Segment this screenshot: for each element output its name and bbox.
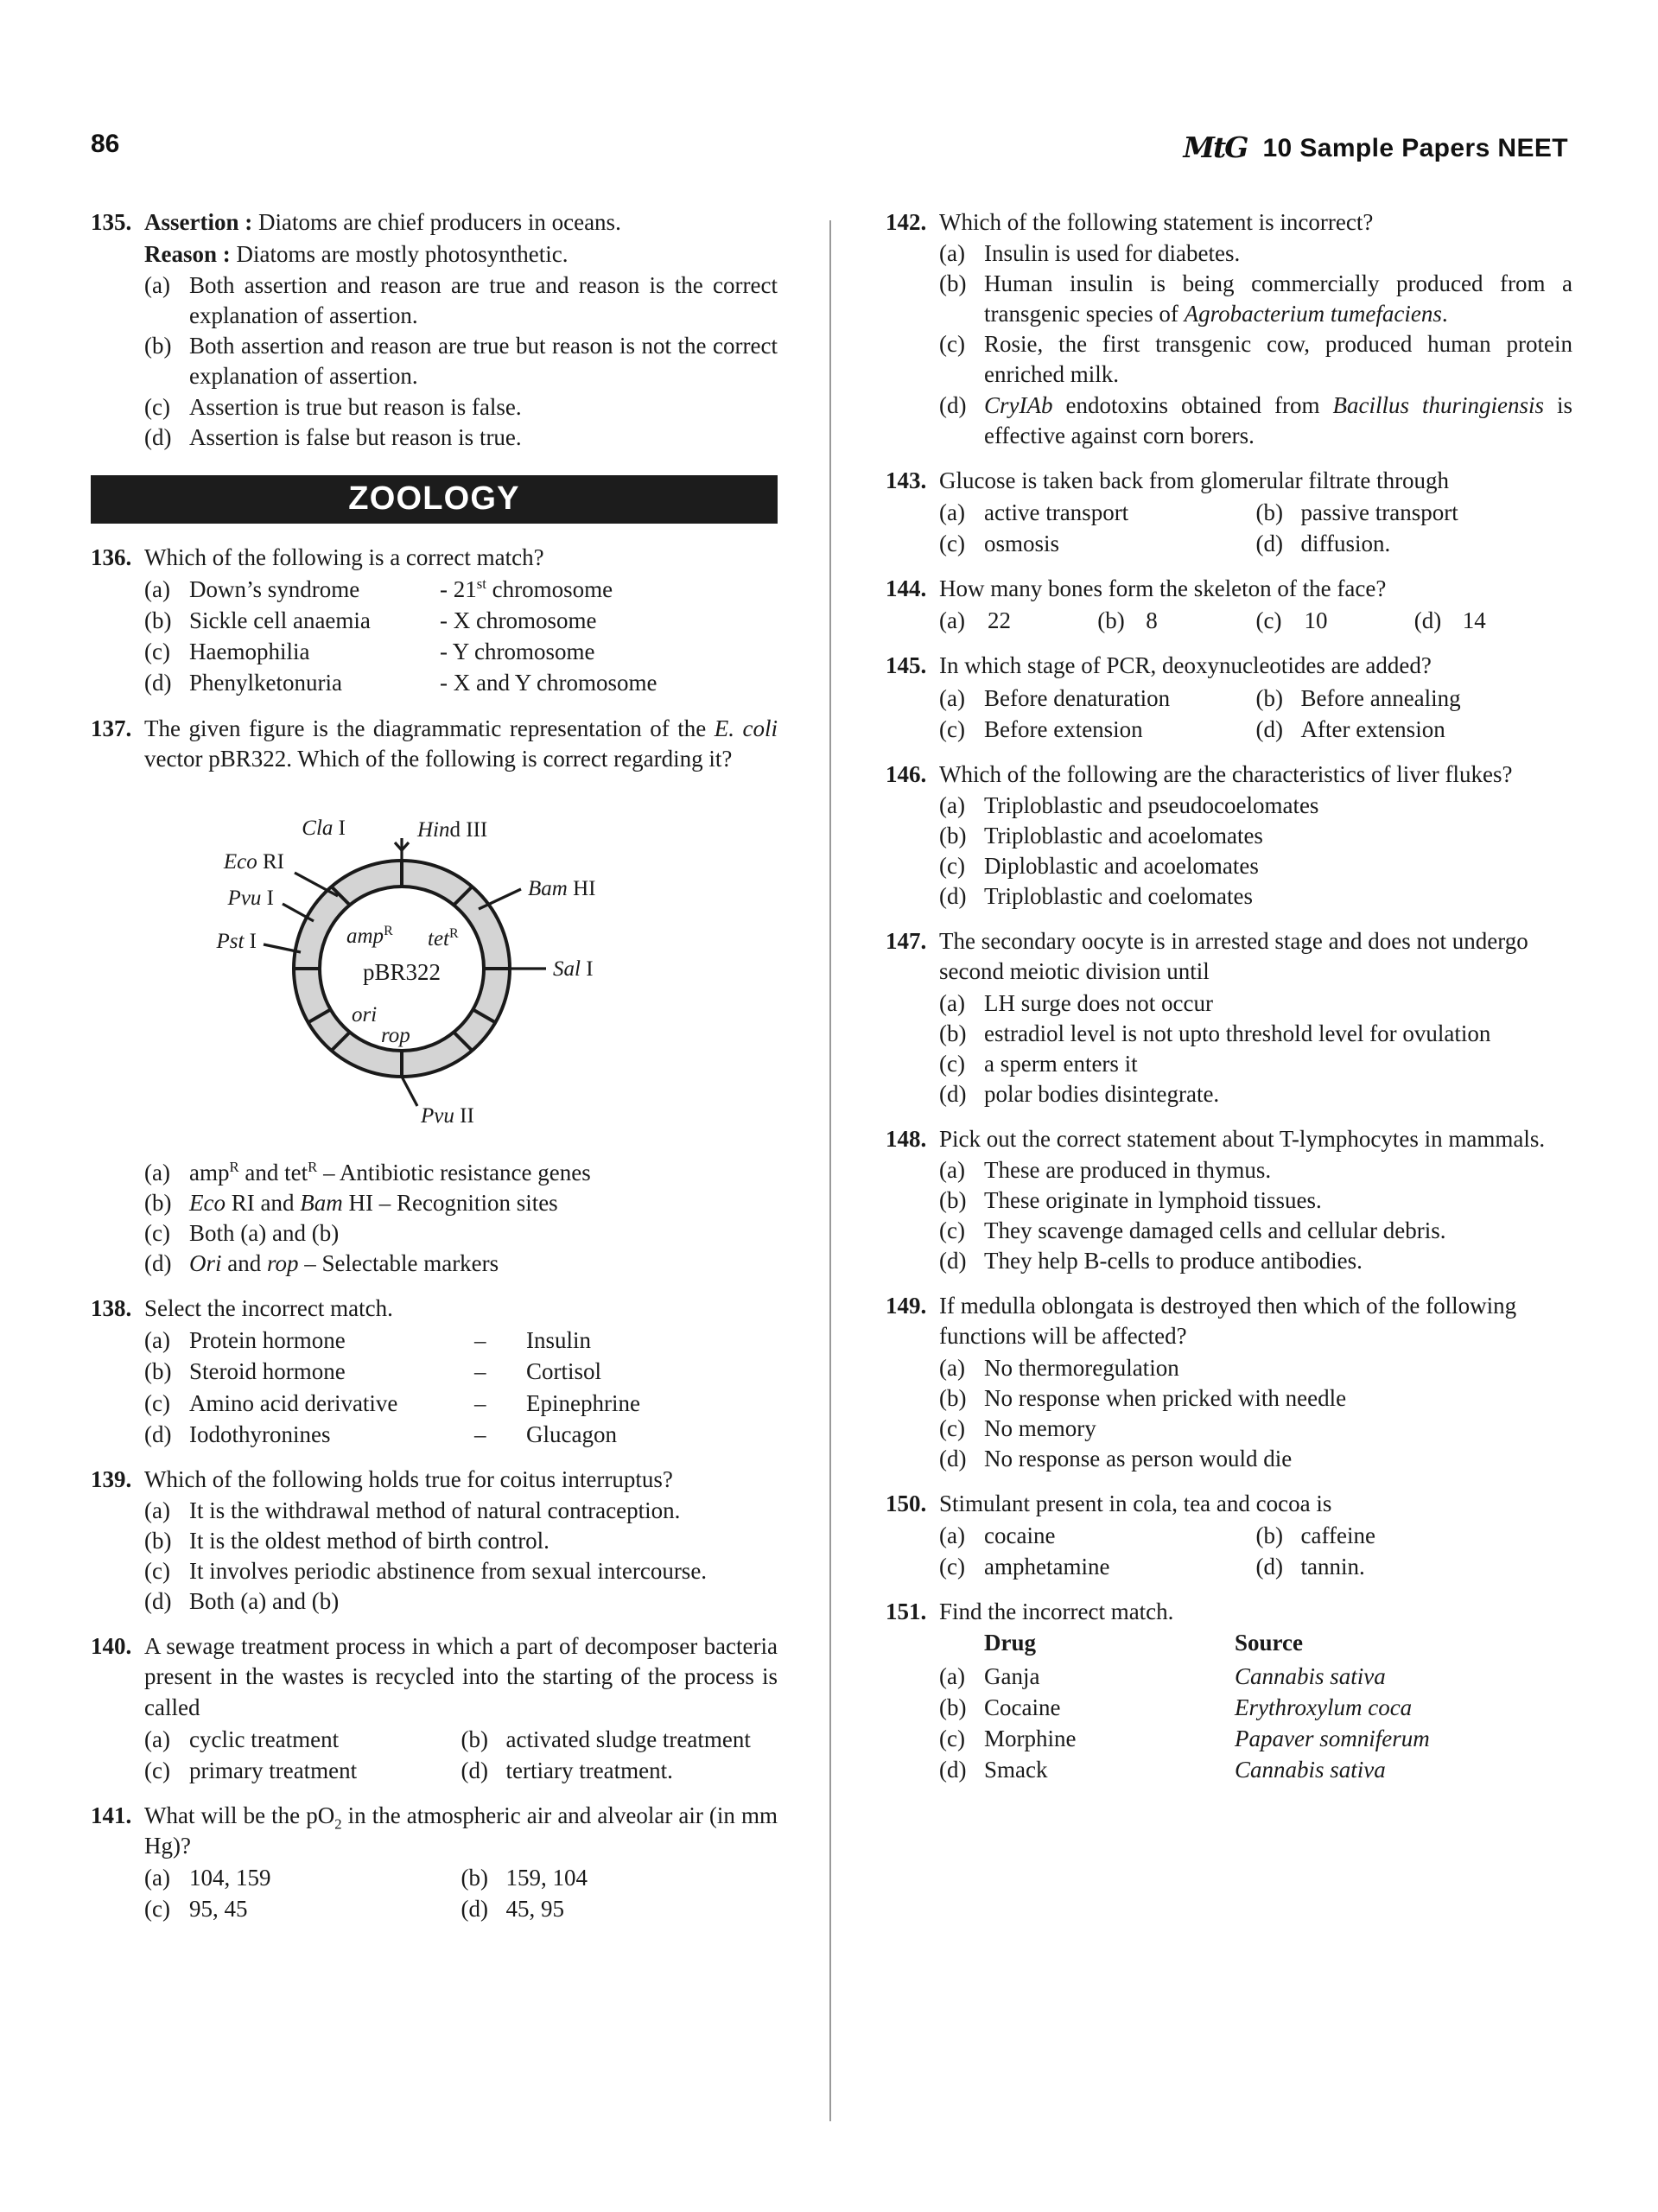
- option-c[interactable]: (c) primary treatment: [144, 1757, 358, 1783]
- option-a[interactable]: (a) Down’s syndrome - 21st chromosome: [144, 575, 613, 602]
- option-c[interactable]: (c) No memory: [939, 1414, 1096, 1441]
- table-row[interactable]: (d) Smack Cannabis sativa: [939, 1757, 1386, 1783]
- options-list: [886, 683, 1572, 745]
- question-147: [886, 926, 1572, 1109]
- pst-i-label: Pst I: [216, 929, 257, 953]
- question-number: 150.: [886, 1490, 927, 1516]
- drug-source-table-body: [886, 1661, 1572, 1786]
- option-d[interactable]: (d) Triploblastic and coelomates: [939, 883, 1253, 910]
- option-b[interactable]: (b) Triploblastic and acoelomates: [939, 823, 1263, 849]
- option-b[interactable]: (b) No response when pricked with needle: [939, 1384, 1347, 1411]
- option-d[interactable]: (d) diffusion.: [1255, 531, 1391, 557]
- question-stem-pre: What will be the pO: [144, 1802, 335, 1828]
- question-stem: Select the incorrect match.: [144, 1295, 393, 1322]
- question-stem: Pick out the correct statement about T-lymphocytes in mammals.: [939, 1125, 1546, 1152]
- question-139: [91, 1465, 778, 1617]
- pvu-i-label: Pvu I: [227, 886, 274, 910]
- question-149: [886, 1291, 1572, 1474]
- option-d[interactable]: (d) After extension: [1255, 715, 1445, 742]
- option-c[interactable]: (c) Both (a) and (b): [144, 1219, 340, 1246]
- page-header: [91, 130, 1568, 176]
- option-d[interactable]: (d) 14: [1413, 607, 1486, 634]
- option-b[interactable]: (b) These originate in lymphoid tissues.: [939, 1187, 1322, 1214]
- question-stem: In which stage of PCR, deoxynucleotides are added?: [939, 652, 1432, 679]
- option-d[interactable]: (d) Phenylketonuria - X and Y chromosome: [144, 670, 657, 696]
- option-c[interactable]: (c) It involves periodic abstinence from sexual intercourse.: [144, 1558, 708, 1585]
- options-list: [886, 988, 1572, 1109]
- option-d[interactable]: (d) CryIAb endotoxins obtained from Bacillus thuringiensis is effective against corn borers.: [939, 391, 1573, 448]
- reason-label: Reason :: [144, 241, 231, 268]
- reason-text: Diatoms are mostly photosynthetic.: [230, 241, 569, 268]
- header-brand-title: [1183, 130, 1568, 163]
- mtg-logo: MtG: [1183, 130, 1248, 164]
- question-stem: Find the incorrect match.: [939, 1599, 1174, 1625]
- option-d[interactable]: (d) 45, 95: [461, 1896, 564, 1923]
- question-number: 149.: [886, 1293, 927, 1319]
- option-b[interactable]: (b) Eco RI and Bam HI – Recognition sites: [144, 1189, 558, 1216]
- options-list: [91, 1325, 778, 1450]
- options-list: [91, 1158, 778, 1279]
- option-b[interactable]: (b) 159, 104: [461, 1865, 588, 1891]
- option-c[interactable]: (c) Rosie, the first transgenic cow, produced human protein enriched milk.: [939, 331, 1572, 388]
- option-c[interactable]: (c) Haemophilia - Y chromosome: [144, 639, 595, 665]
- question-stem: Which of the following holds true for coitus interruptus?: [144, 1465, 673, 1492]
- options-list: [886, 1520, 1572, 1582]
- question-135: [91, 207, 778, 453]
- option-a[interactable]: (a) amp$^R$ and tet$^R$ – Antibiotic resistance genes: [144, 1158, 591, 1185]
- options-list: [91, 574, 778, 699]
- question-stem: If medulla oblongata is destroyed then which of the following functions will be affected?: [939, 1293, 1517, 1350]
- option-b[interactable]: (b) Before annealing: [1255, 684, 1461, 711]
- question-146: [886, 760, 1572, 912]
- option-c[interactable]: (c) 10: [1255, 607, 1328, 634]
- option-d[interactable]: (d) polar bodies disintegrate.: [939, 1080, 1220, 1107]
- question-number: 143.: [886, 467, 927, 493]
- options-list: [886, 791, 1572, 912]
- assertion-text: Diatoms are chief producers in oceans.: [252, 209, 621, 235]
- two-column-body: [91, 207, 1572, 2108]
- option-a[interactable]: (a) cocaine: [939, 1522, 1056, 1549]
- page-number: 86: [91, 130, 120, 158]
- option-c[interactable]: (c) amphetamine: [939, 1554, 1110, 1580]
- section-banner-zoology: ZOOLOGY: [91, 475, 778, 524]
- option-a[interactable]: (a) 104, 159: [144, 1865, 271, 1891]
- question-number: 139.: [91, 1465, 132, 1492]
- pbr322-plasmid-figure: [91, 783, 778, 1146]
- question-stem: The secondary oocyte is in arrested stage and does not undergo second meiotic division until: [939, 928, 1528, 985]
- hind-iii-label: Hind III: [417, 817, 488, 842]
- cla-i-label: Cla I: [302, 816, 346, 840]
- option-b[interactable]: (b) Sickle cell anaemia - X chromosome: [144, 607, 597, 634]
- option-b[interactable]: (b) Steroid hormone – Cortisol: [144, 1358, 602, 1385]
- amp-gene-label: amp$^R$: [346, 923, 393, 948]
- question-number: 137.: [91, 715, 132, 741]
- option-c[interactable]: (c) 95, 45: [144, 1896, 248, 1923]
- left-column: [91, 207, 778, 1940]
- question-143: [886, 466, 1572, 559]
- option-d[interactable]: (d) tertiary treatment.: [461, 1757, 673, 1783]
- question-number: 146.: [886, 760, 927, 787]
- option-b[interactable]: (b) It is the oldest method of birth control.: [144, 1528, 549, 1554]
- right-column: [886, 207, 1572, 1800]
- table-row[interactable]: (a) Ganja Cannabis sativa: [939, 1662, 1386, 1689]
- question-number: 138.: [91, 1295, 132, 1322]
- table-row[interactable]: (c) Morphine Papaver somniferum: [939, 1726, 1430, 1751]
- question-stem: Glucose is taken back from glomerular filtrate through: [939, 467, 1450, 493]
- eco-ri-label: Eco RI: [223, 849, 284, 874]
- po2-subscript: 2: [334, 1815, 342, 1833]
- question-number: 148.: [886, 1125, 927, 1152]
- option-a[interactable]: (a) No thermoregulation: [939, 1354, 1179, 1381]
- option-d[interactable]: (d) Iodothyronines – Glucagon: [144, 1421, 617, 1447]
- option-a[interactable]: (a) cyclic treatment: [144, 1726, 340, 1752]
- options-list: [91, 1724, 778, 1786]
- option-c[interactable]: (c) They scavenge damaged cells and cellular debris.: [939, 1217, 1446, 1244]
- option-b[interactable]: (b) passive transport: [1255, 499, 1458, 525]
- drug-source-table-header: [886, 1627, 1572, 1658]
- question-number: 147.: [886, 928, 927, 955]
- column-header-drug: Drug: [984, 1630, 1036, 1656]
- option-c[interactable]: (c) Amino acid derivative – Epinephrine: [144, 1389, 640, 1416]
- options-list: [886, 1353, 1572, 1474]
- option-a[interactable]: (a) 22: [939, 607, 1011, 634]
- option-a[interactable]: (a) Before denaturation: [939, 684, 1171, 711]
- assertion-label: Assertion :: [144, 209, 253, 235]
- question-number: 136.: [91, 543, 132, 570]
- question-stem-part2: vector pBR322. Which of the following is correct regarding it?: [144, 745, 733, 772]
- option-c[interactable]: (c) osmosis: [939, 531, 1060, 557]
- options-list: [886, 238, 1572, 451]
- question-stem: Which of the following is a correct match?: [144, 543, 544, 570]
- option-a[interactable]: (a) LH surge does not occur: [939, 989, 1213, 1016]
- sal-i-label: Sal I: [553, 957, 594, 981]
- column-header-source: Source: [1235, 1630, 1303, 1656]
- option-d[interactable]: (d) Ori and rop – Selectable markers: [144, 1250, 499, 1276]
- question-number: 142.: [886, 209, 927, 235]
- question-142: [886, 207, 1572, 451]
- option-d[interactable]: (d) Assertion is false but reason is true.: [144, 423, 522, 450]
- options-list: [886, 605, 1572, 636]
- question-stem: Stimulant present in cola, tea and cocoa is: [939, 1490, 1332, 1516]
- option-b[interactable]: (b) caffeine: [1255, 1522, 1375, 1549]
- question-148: [886, 1124, 1572, 1276]
- options-list: [886, 1155, 1572, 1276]
- header-title: 10 Sample Papers NEET: [1262, 134, 1568, 162]
- options-list: [91, 270, 778, 453]
- question-number: 135.: [91, 209, 132, 235]
- question-136: [91, 543, 778, 699]
- question-number: 140.: [91, 1633, 132, 1660]
- tet-gene-label: tet$^R$: [428, 925, 459, 950]
- option-d[interactable]: (d) No response as person would die: [939, 1445, 1293, 1471]
- option-b[interactable]: (b) 8: [1097, 607, 1158, 634]
- question-138: [91, 1294, 778, 1450]
- option-c[interactable]: (c) Diploblastic and acoelomates: [939, 853, 1259, 880]
- rop-label: rop: [381, 1023, 410, 1047]
- options-list: [886, 497, 1572, 559]
- question-stem-part1: The given figure is the diagrammatic representation of the: [144, 715, 715, 741]
- question-144: [886, 574, 1572, 636]
- question-number: 144.: [886, 575, 927, 602]
- option-a[interactable]: (a) active transport: [939, 499, 1129, 525]
- question-141: [91, 1801, 778, 1925]
- question-stem: Which of the following are the characteristics of liver flukes?: [939, 760, 1513, 787]
- option-d[interactable]: (d) Both (a) and (b): [144, 1588, 340, 1615]
- option-c[interactable]: (c) Before extension: [939, 715, 1143, 742]
- option-b[interactable]: (b) activated sludge treatment: [461, 1726, 751, 1752]
- question-stem-post: in the atmospheric air and alveolar air (in mm Hg)?: [144, 1802, 778, 1859]
- question-number: 145.: [886, 652, 927, 679]
- option-a[interactable]: (a) These are produced in thymus.: [939, 1157, 1272, 1184]
- pvu-ii-label: Pvu II: [421, 1103, 474, 1128]
- table-row[interactable]: (b) Cocaine Erythroxylum coca: [939, 1694, 1413, 1720]
- option-a[interactable]: (a) Protein hormone – Insulin: [144, 1327, 592, 1354]
- question-137: [91, 714, 778, 1280]
- option-d[interactable]: (d) tannin.: [1255, 1554, 1365, 1580]
- question-140: [91, 1631, 778, 1786]
- options-list: [91, 1862, 778, 1924]
- question-number: 151.: [886, 1599, 927, 1625]
- option-c[interactable]: (c) a sperm enters it: [939, 1050, 1138, 1077]
- option-c[interactable]: (c) Assertion is true but reason is false.: [144, 393, 522, 420]
- question-number: 141.: [91, 1802, 132, 1828]
- bam-hi-label: Bam HI: [528, 876, 596, 900]
- ecoli-italic: E. coli: [714, 715, 778, 741]
- option-a[interactable]: (a) Insulin is used for diabetes.: [939, 240, 1241, 267]
- plasmid-center-label: pBR322: [362, 958, 441, 985]
- question-145: [886, 651, 1572, 744]
- option-a[interactable]: (a) Triploblastic and pseudocoelomates: [939, 791, 1319, 818]
- question-stem: How many bones form the skeleton of the face?: [939, 575, 1387, 602]
- option-a[interactable]: (a) Both assertion and reason are true and reason is the correct explanation of assertion.: [144, 272, 778, 329]
- ori-label: ori: [352, 1002, 378, 1027]
- option-a[interactable]: (a) It is the withdrawal method of natural contraception.: [144, 1497, 681, 1523]
- option-b[interactable]: (b) Human insulin is being commercially produced from a transgenic species of Agrobacterium tumefaciens.: [939, 270, 1572, 327]
- option-d[interactable]: (d) They help B-cells to produce antibodies.: [939, 1248, 1363, 1274]
- question-stem: A sewage treatment process in which a part of decomposer bacteria present in the wastes is recycled into the starting of the process is called: [144, 1633, 778, 1720]
- option-b[interactable]: (b) estradiol level is not upto threshold level for ovulation: [939, 1020, 1491, 1046]
- question-151: [886, 1597, 1572, 1785]
- question-stem: Which of the following statement is incorrect?: [939, 209, 1374, 235]
- question-150: [886, 1489, 1572, 1582]
- option-b[interactable]: (b) Both assertion and reason are true but reason is not the correct explanation of assertion.: [144, 333, 778, 390]
- options-list: [91, 1496, 778, 1617]
